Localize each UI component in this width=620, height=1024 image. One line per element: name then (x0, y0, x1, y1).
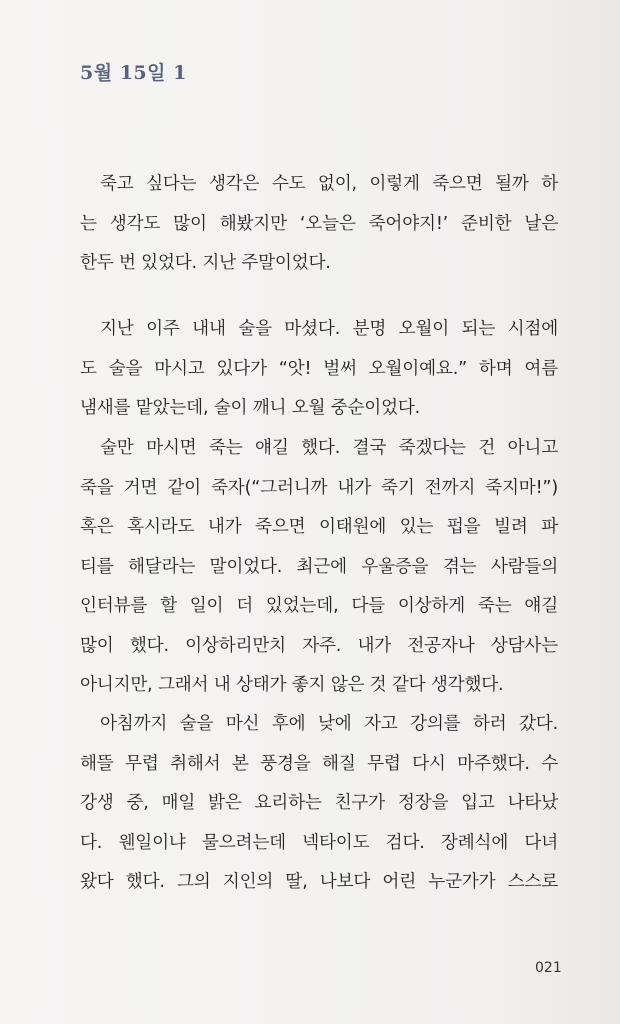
text-line: 강생 중, 매일 밝은 요리하는 친구가 정장을 입고 나타났 (80, 793, 558, 813)
paragraph-1 (80, 165, 558, 284)
text-line: 혹은 혹시라도 내가 죽으면 이태원에 있는 펍을 빌려 파 (80, 517, 558, 537)
text-line: 한두 번 있었다. 지난 주말이었다. (80, 253, 331, 273)
text-line: 많이 했다. 이상하리만치 자주. 내가 전공자나 상담사는 (80, 635, 558, 656)
text-line: 죽고 싶다는 생각은 수도 없이, 이렇게 죽으면 될까 하 (100, 174, 558, 194)
paragraph-4 (80, 705, 558, 903)
text-line: 티를 해달라는 말이었다. 최근에 우울증을 겪는 사람들의 (80, 556, 558, 577)
text-line: 해뜰 무렵 취해서 본 풍경을 해질 무렵 다시 마주했다. 수 (80, 753, 558, 774)
text-line: 아침까지 술을 마신 후에 낮에 자고 강의를 하러 갔다. (100, 714, 558, 734)
text-line: 술만 마시면 죽는 얘길 했다. 결국 죽겠다는 건 아니고 (100, 438, 558, 458)
page-number: 021 (535, 960, 562, 976)
paragraph-3 (80, 429, 558, 706)
text-line: 인터뷰를 할 일이 더 있었는데, 다들 이상하게 죽는 얘길 (80, 596, 558, 616)
section-heading: 5월 15일 1 (80, 62, 187, 84)
text-line: 냄새를 맡았는데, 술이 깨니 오월 중순이었다. (80, 398, 421, 418)
paragraph-2 (80, 310, 558, 429)
text-line: 왔다 했다. 그의 지인의 딸, 나보다 어린 누군가가 스스로 (80, 872, 558, 892)
text-line: 지난 이주 내내 술을 마셨다. 분명 오월이 되는 시점에 (100, 319, 558, 339)
text-line: 는 생각도 많이 해봤지만 ‘오늘은 죽어야지!’ 준비한 날은 (80, 213, 559, 234)
text-line: 아니지만, 그래서 내 상태가 좋지 않은 것 같다 생각했다. (80, 675, 504, 695)
text-line: 죽을 거면 같이 죽자(“그러니까 내가 죽기 전까지 죽지마!”) (80, 477, 558, 498)
text-line: 다. 웬일이냐 물으려는데 넥타이도 검다. 장례식에 다녀 (80, 832, 558, 853)
text-line: 도 술을 마시고 있다가 “앗! 벌써 오월이예요.” 하며 여름 (80, 358, 558, 379)
